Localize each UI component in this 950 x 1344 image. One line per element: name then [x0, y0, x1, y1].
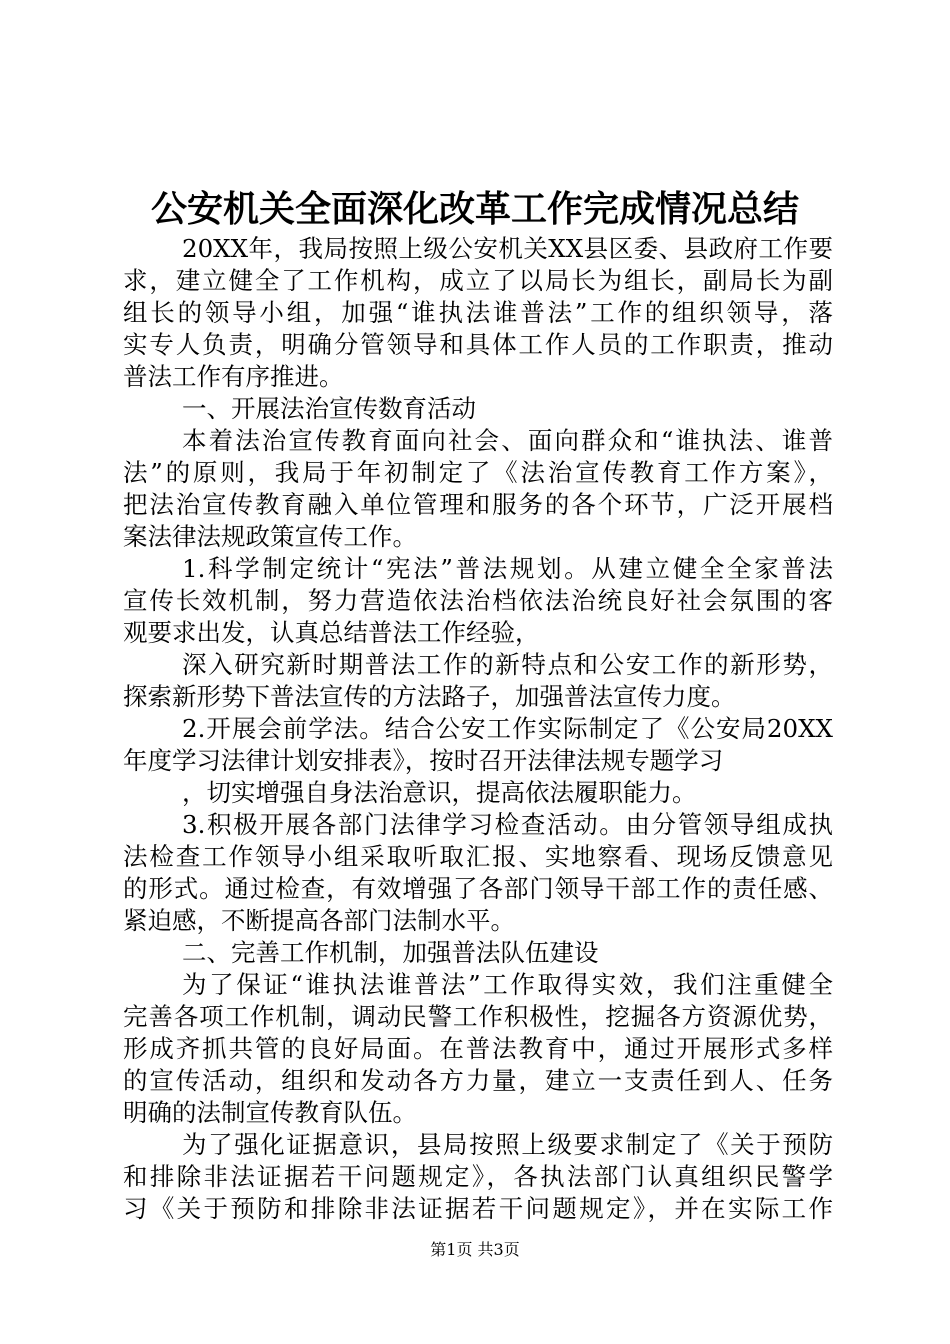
section-heading: 一、开展法治宣传数育活动: [182, 394, 476, 423]
paragraph-line: 把法治宣传教育融入单位管理和服务的各个环节，广泛开展档: [123, 490, 833, 519]
paragraph-line: 法”的原则，我局于年初制定了《法治宣传教育工作方案》，: [123, 458, 833, 487]
paragraph-line: 2.开展会前学法。结合公安工作实际制定了《公安局20XX: [182, 714, 833, 743]
document-body: [123, 233, 833, 1225]
paragraph-line: 组长的领导小组，加强“谁执法谁普法”工作的组织领导，落: [123, 298, 833, 327]
paragraph-line: 习《关于预防和排除非法证据若干问题规定》，并在实际工作: [123, 1194, 833, 1223]
paragraph-line: 为了保证“谁执法谁普法”工作取得实效，我们注重健全: [182, 970, 833, 999]
paragraph-line: 形成齐抓共管的良好局面。在普法教育中，通过开展形式多样: [123, 1034, 833, 1063]
paragraph-line: 1.科学制定统计“宪法”普法规划。从建立健全全家普法: [182, 554, 833, 583]
paragraph-line: 的形式。通过检查，有效增强了各部门领导干部工作的责任感、: [123, 874, 833, 903]
paragraph-line: 的宣传活动，组织和发动各方力量，建立一支责任到人、任务: [123, 1066, 833, 1095]
paragraph-line: 20XX年，我局按照上级公安机关XX县区委、县政府工作要: [182, 234, 833, 263]
paragraph-line: 明确的法制宣传教育队伍。: [123, 1098, 417, 1127]
paragraph-line: 案法律法规政策宣传工作。: [123, 522, 417, 551]
paragraph-line: 实专人负责，明确分管领导和具体工作人员的工作职责，推动: [123, 330, 833, 359]
paragraph-line: 完善各项工作机制，调动民警工作积极性，挖掘各方资源优势，: [123, 1002, 833, 1031]
paragraph-line: 探索新形势下普法宣传的方法路子，加强普法宣传力度。: [123, 682, 736, 711]
paragraph-line: 观要求出发，认真总结普法工作经验，: [123, 618, 540, 647]
paragraph-line: 求，建立健全了工作机构，成立了以局长为组长，副局长为副: [123, 266, 833, 295]
paragraph-line: 深入研究新时期普法工作的新特点和公安工作的新形势，: [182, 650, 833, 679]
section-heading: 二、完善工作机制，加强普法队伍建设: [182, 938, 599, 967]
paragraph-line: 和排除非法证据若干问题规定》，各执法部门认真组织民警学: [123, 1162, 833, 1191]
paragraph-line: 宣传长效机制，努力营造依法治档依法治统良好社会氛围的客: [123, 586, 833, 615]
paragraph-line: 本着法治宣传教育面向社会、面向群众和“谁执法、谁普: [182, 426, 833, 455]
paragraph-line: 紧迫感，不断提高各部门法制水平。: [123, 906, 515, 935]
paragraph-line: 普法工作有序推进。: [123, 362, 344, 391]
paragraph-line: 法检查工作领导小组采取听取汇报、实地察看、现场反馈意见: [123, 842, 833, 871]
paragraph-line: ，切实增强自身法治意识，提高依法履职能力。: [182, 778, 697, 807]
paragraph-line: 3.积极开展各部门法律学习检查活动。由分管领导组成执: [182, 810, 833, 839]
paragraph-line: 年度学习法律计划安排表》，按时召开法律法规专题学习: [123, 746, 724, 775]
document-title: 公安机关全面深化改革工作完成情况总结: [150, 188, 799, 230]
page-footer: 第1页 共3页: [430, 1240, 520, 1259]
paragraph-line: 为了强化证据意识，县局按照上级要求制定了《关于预防: [182, 1130, 833, 1159]
